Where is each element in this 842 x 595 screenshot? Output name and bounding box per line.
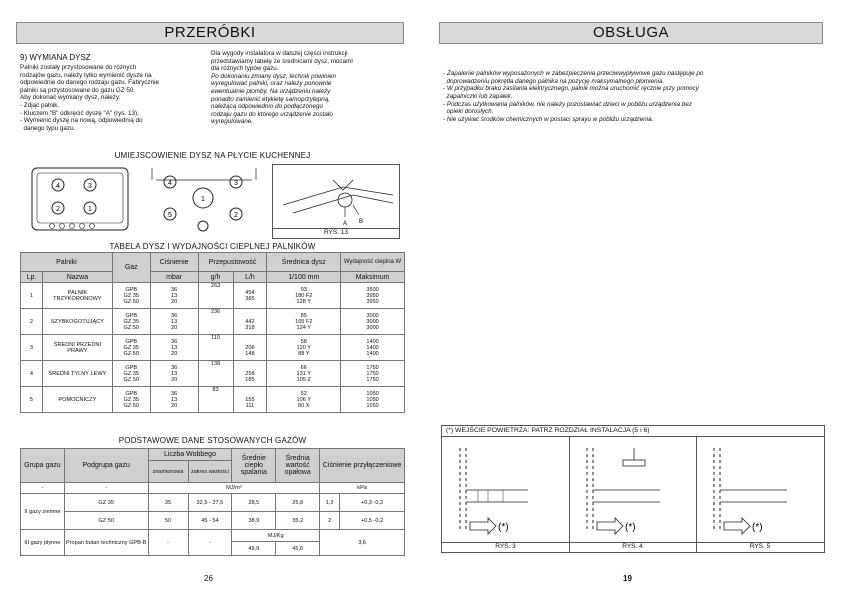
th-cieplo: Średnie ciepło spalania bbox=[232, 449, 276, 483]
table-row: 3 ŚREDNI PRZEDNI PRAWY GPB GZ 35 GZ 50 36 13 20 110 206 148 58 120 Y 88 Y 1400 1400 1400 bbox=[21, 335, 405, 361]
th-gaz: Gaz bbox=[112, 253, 150, 283]
usage-bullets: - Zapalenie palników wyposażonych w zabezpieczenia przeciwwypływowe gazu następuje po doprowadzeniu pokrętła danego palnika na pozycję maksymalnego płomienia. - W przypadku braku zasilania elektrycznego, palnik można uruchomić ręcznie przy pomocy zapalniczki lub zapałek. - Podczas użytkowania palników, nie należy pozostawiać dzieci w pobliżu urządzenia bez opieki dorosłych. - Nie używać środków chemicznych w postaci sprayu w pobliżu urządzenia. bbox=[443, 70, 704, 123]
intro-text: Palniki zostały przystosowane do różnych rodzajów gazu, należy tylko wymienić dysze na odpowiednie do danego rodzaju gazu. Fabrycznie palniki są przystosowane do gazu GZ 50. Aby dokonać wymiany dysz, należy: - Zdjąć palnik. - Kluczem "B" odkręcić dyszę "A" (rys. 13). - Wymienić dyszę na nową, odpowiednią do danego typu gazu. bbox=[20, 64, 159, 132]
page-header-right: OBSŁUGA bbox=[439, 22, 823, 44]
table-row: II gazy ziemne GZ 35 35 32,5 - 37,5 28,5 25,8 1,3 +0,3 -0,2 bbox=[21, 494, 405, 512]
burner-label: 3 bbox=[88, 183, 92, 190]
rys5-label: RYS. 5 bbox=[749, 543, 771, 550]
th-mbar: mbar bbox=[150, 272, 198, 283]
page-number-right: 19 bbox=[623, 574, 632, 583]
location-title: UMIEJSCOWIENIE DYSZ NA PŁYCIE KUCHENNEJ bbox=[114, 151, 311, 160]
rys3-label: RYS. 3 bbox=[495, 543, 516, 550]
table1-title: TABELA DYSZ I WYDAJNOŚCI CIEPLNEJ PALNIKÓW bbox=[109, 242, 316, 251]
th-gh: g/h bbox=[198, 272, 233, 283]
th-palniki: Palniki bbox=[21, 253, 113, 272]
th-przepustowosc: Przepustowość bbox=[198, 253, 267, 272]
burner-label: 4 bbox=[168, 180, 172, 187]
air-inlet-title: (*) WEJŚCIE POWIETRZA: PATRZ ROZDZIAŁ INSTALACJA (5 i 6) bbox=[446, 427, 650, 434]
table2-title: PODSTAWOWE DANE STOSOWANYCH GAZÓW bbox=[118, 436, 307, 445]
gas-data-table: Grupa gazu Podgrupa gazu Liczba Wobbego Średnie ciepło spalania Średnia wartość opałowa Ciśnienie przyłączeniowe znamionowa zakres wartości - - MJ/m³ kPa II gazy ziemne GZ 35 35 32,5 - 37,5 28,5 25,8 1,3 +0,3 -0,2 GZ 50 50 45 - 54 38,9 35,2 2 +0,5 -0,2 III gazy płynne Propan butan techniczny GPB-B - - MJ/Kg 3,6 49,9 45,6 bbox=[20, 448, 405, 556]
burner-label: 3 bbox=[234, 180, 238, 187]
wrench-label: B bbox=[359, 219, 364, 225]
th-cisnienie-przyl: Ciśnienie przyłączeniowe bbox=[320, 449, 405, 483]
right-page bbox=[421, 0, 842, 595]
rys3-illustration bbox=[448, 440, 566, 540]
table-row: 5 POMOCNICZY GPB GZ 35 GZ 50 36 13 20 83 155 111 52 106 Y 80 X 1050 1050 1050 bbox=[21, 387, 405, 413]
th-max: Maksimum bbox=[341, 272, 405, 283]
section-title: 9) WYMIANA DYSZ bbox=[20, 53, 91, 62]
th-cisnienie: Ciśnienie bbox=[150, 253, 198, 272]
rys4-illustration bbox=[575, 440, 693, 540]
installer-text: Dla wygody instalatora w dalszej części instrukcji przedstawiamy tabelę ze średnicami dysz, mocami dla różnych typów gazu. Po dokonaniu zmiany dysz, technik powinien wyregulować palniki, oraz należy ponownie ewentualnie plomby. Na urządzeniu należy ponadto zamienić etykietę samoprzylepną, należącą odpowiednio do podłączonego rodzaju gazu do którego urządzenie zostało wyregulowane. bbox=[211, 50, 353, 126]
table-row: 1 PALNIK TRZYKORONOWY GPB GZ 35 GZ 50 36 13 20 263 454 365 93 180 F2 128 Y 3500 3950 3950 bbox=[21, 283, 405, 309]
hob-diagram-1 bbox=[30, 166, 130, 234]
th-wydajnosc: Wydajność cieplna W bbox=[341, 253, 405, 272]
th-lp: Lp. bbox=[21, 272, 43, 283]
th-podgrupa: Podgrupa gazu bbox=[64, 449, 148, 483]
th-srednica: Średnica dysz bbox=[267, 253, 341, 272]
th-wobbe: Liczba Wobbego bbox=[148, 449, 232, 461]
nozzle-illustration bbox=[273, 165, 399, 227]
th-mm: 1/100 mm bbox=[267, 272, 341, 283]
marker: (*) bbox=[498, 522, 509, 533]
burner-label: 1 bbox=[88, 206, 92, 213]
th-grupa: Grupa gazu bbox=[21, 449, 65, 483]
nozzle-table bbox=[20, 252, 405, 413]
th-nazwa: Nazwa bbox=[42, 272, 112, 283]
burner-label: 2 bbox=[56, 206, 60, 213]
th-opalowa: Średnia wartość opałowa bbox=[276, 449, 320, 483]
th-znamionowa: znamionowa bbox=[148, 461, 188, 483]
table-row: 4 ŚREDNI TYLNY LEWY GPB GZ 35 GZ 50 36 13 20 138 258 185 66 131 Y 105 Z 1750 1750 1750 bbox=[21, 361, 405, 387]
nozzle-change-text bbox=[20, 53, 205, 132]
burner-label: 5 bbox=[168, 212, 172, 219]
th-lh: L/h bbox=[233, 272, 267, 283]
table-row: III gazy płynne Propan butan techniczny GPB-B - - MJ/Kg 3,6 bbox=[21, 530, 405, 542]
page-header-left: PRZERÓBKI bbox=[16, 22, 404, 44]
th-zakres: zakres wartości bbox=[188, 461, 232, 483]
rys13-figure bbox=[272, 164, 400, 239]
page-number-left: 26 bbox=[204, 574, 213, 583]
table-row: 2 SZYBKOGOTUJĄCY GPB GZ 35 GZ 50 36 13 20 236 442 318 85 165 F2 124 Y 3000 3000 3000 bbox=[21, 309, 405, 335]
marker: (*) bbox=[625, 522, 636, 533]
hob-diagram-2 bbox=[148, 166, 260, 234]
burner-label: 2 bbox=[234, 212, 238, 219]
rys13-label: RYS. 13 bbox=[273, 228, 399, 236]
rys5-illustration bbox=[702, 440, 820, 540]
burner-label: 1 bbox=[201, 196, 205, 203]
marker: (*) bbox=[752, 522, 763, 533]
table-row: GZ 50 50 45 - 54 38,9 35,2 2 +0,5 -0,2 bbox=[21, 512, 405, 530]
air-inlet-box bbox=[441, 425, 825, 553]
burner-label: 4 bbox=[56, 183, 60, 190]
rys4-label: RYS. 4 bbox=[622, 543, 643, 550]
nozzle-label: A bbox=[343, 221, 348, 227]
